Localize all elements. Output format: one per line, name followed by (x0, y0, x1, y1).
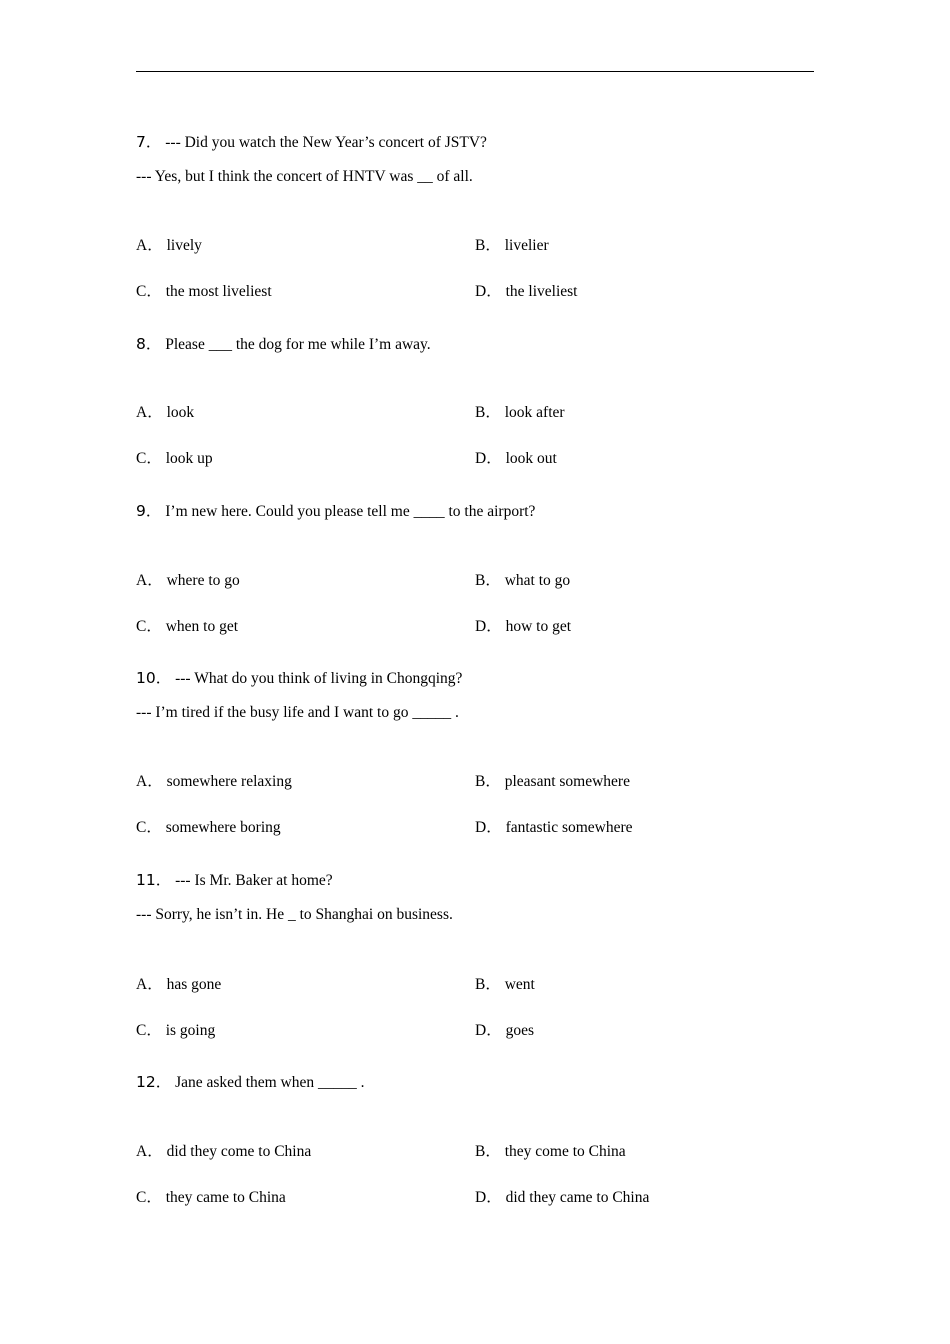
option-d[interactable]: D． how to get (475, 618, 572, 635)
option-a[interactable]: A． where to go (136, 572, 240, 589)
header-rule (136, 71, 814, 72)
question-stem (136, 334, 431, 355)
question-text: I’m new here. Could you please tell me ____ to the airport? (165, 503, 536, 520)
question-text: --- Did you watch the New Year’s concert of JSTV? (165, 134, 487, 151)
option-d[interactable]: D． goes (475, 1022, 534, 1039)
option-a[interactable]: A． lively (136, 237, 202, 254)
option-d[interactable]: D． did they came to China (475, 1189, 650, 1206)
option-a[interactable]: A． somewhere relaxing (136, 773, 292, 790)
option-c[interactable]: C． somewhere boring (136, 819, 281, 836)
question-stem (136, 132, 487, 153)
option-d[interactable]: D． the liveliest (475, 283, 578, 300)
question-number: 12． (136, 1073, 172, 1091)
question-text: Jane asked them when _____ . (175, 1074, 365, 1091)
option-d[interactable]: D． fantastic somewhere (475, 819, 633, 836)
question-stem (136, 668, 462, 689)
option-a[interactable]: A． has gone (136, 976, 222, 993)
question-text: Please ___ the dog for me while I’m away. (165, 336, 431, 353)
option-c[interactable]: C． look up (136, 450, 213, 467)
option-d[interactable]: D． look out (475, 450, 557, 467)
question-text-line-2: --- Sorry, he isn’t in. He _ to Shanghai on business. (136, 906, 453, 923)
option-b[interactable]: B． livelier (475, 237, 549, 254)
question-number: 10． (136, 669, 172, 687)
question-text-line-2: --- Yes, but I think the concert of HNTV was __ of all. (136, 168, 473, 185)
question-stem (136, 501, 535, 522)
question-stem (136, 1072, 365, 1093)
option-b[interactable]: B． what to go (475, 572, 571, 589)
option-a[interactable]: A． look (136, 404, 195, 421)
question-number: 7． (136, 133, 162, 151)
question-number: 9． (136, 502, 162, 520)
question-text: --- What do you think of living in Chongqing? (175, 670, 463, 687)
option-c[interactable]: C． the most liveliest (136, 283, 272, 300)
option-c[interactable]: C． they came to China (136, 1189, 286, 1206)
option-b[interactable]: B． went (475, 976, 535, 993)
question-number: 11． (136, 871, 172, 889)
option-b[interactable]: B． look after (475, 404, 565, 421)
question-stem (136, 870, 333, 891)
option-c[interactable]: C． when to get (136, 618, 239, 635)
question-number: 8． (136, 335, 162, 353)
question-text: --- Is Mr. Baker at home? (175, 872, 333, 889)
question-text-line-2: --- I’m tired if the busy life and I want to go _____ . (136, 704, 459, 721)
option-b[interactable]: B． they come to China (475, 1143, 626, 1160)
option-b[interactable]: B． pleasant somewhere (475, 773, 630, 790)
option-c[interactable]: C． is going (136, 1022, 216, 1039)
option-a[interactable]: A． did they come to China (136, 1143, 312, 1160)
